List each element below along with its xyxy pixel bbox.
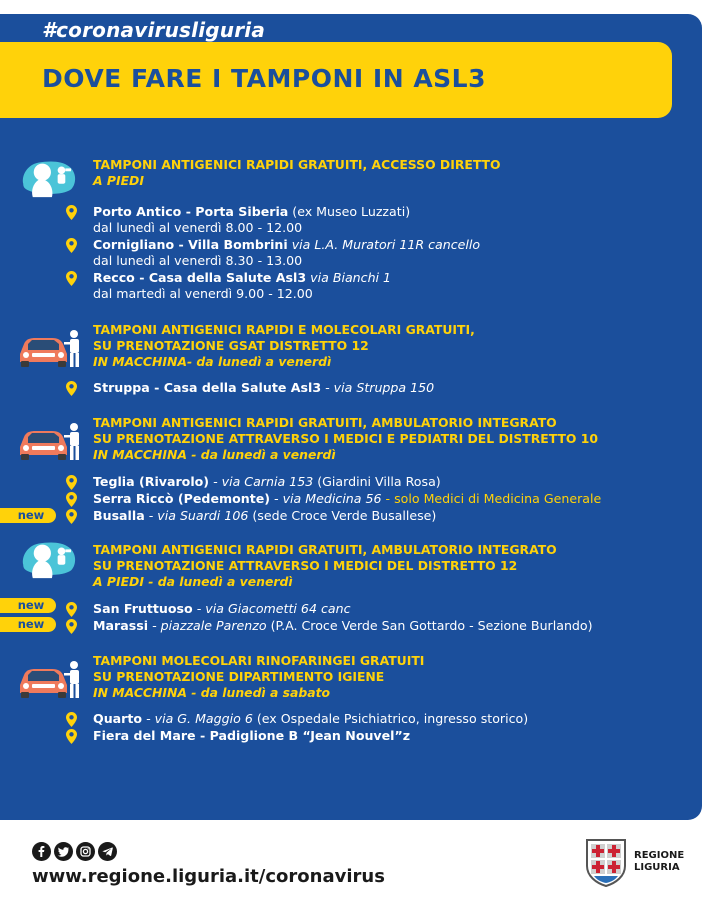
website-link[interactable]: www.regione.liguria.it/coronavirus — [32, 866, 385, 887]
section-heading: SU PRENOTAZIONE GSAT DISTRETTO 12 — [93, 338, 369, 353]
section-heading: TAMPONI MOLECOLARI RINOFARINGEI GRATUITI — [93, 653, 425, 668]
opening-hours: dal lunedì al venerdì 8.30 - 13.00 — [93, 253, 303, 268]
facebook-icon[interactable] — [32, 842, 51, 861]
location-pin-icon — [66, 238, 77, 253]
location-pin-icon — [66, 712, 77, 727]
section-heading: TAMPONI ANTIGENICI RAPIDI GRATUITI, AMBULATORIO INTEGRATO — [93, 542, 557, 557]
title-banner — [0, 42, 672, 118]
opening-hours: dal martedì al venerdì 9.00 - 12.00 — [93, 286, 313, 301]
place-address: via Struppa 150 — [333, 380, 435, 395]
location-pin-icon — [66, 475, 77, 490]
place-name: Porto Antico - Porta Siberia — [93, 204, 289, 219]
location-pin-icon — [66, 602, 77, 617]
twitter-icon[interactable] — [54, 842, 73, 861]
location-pin-icon — [66, 492, 77, 507]
section-heading: TAMPONI ANTIGENICI RAPIDI GRATUITI, ACCESSO DIRETTO — [93, 157, 501, 172]
place-address: via Medicina 56 — [282, 491, 382, 506]
section-heading: SU PRENOTAZIONE ATTRAVERSO I MEDICI DEL DISTRETTO 12 — [93, 558, 518, 573]
section-mode: IN MACCHINA - da lunedì a venerdì — [93, 447, 336, 462]
place-address: piazzale Parenzo — [160, 618, 267, 633]
new-badge: new — [0, 598, 56, 613]
separator: - — [321, 380, 334, 395]
car-drive-through-icon — [18, 419, 82, 463]
section-mode: IN MACCHINA- da lunedì a venerdì — [93, 354, 332, 369]
place-address: via Bianchi 1 — [306, 270, 392, 285]
section-heading: TAMPONI ANTIGENICI RAPIDI GRATUITI, AMBULATORIO INTEGRATO — [93, 415, 557, 430]
place-note: (Giardini Villa Rosa) — [313, 474, 441, 489]
place-note: (P.A. Croce Verde San Gottardo - Sezione Burlando) — [266, 618, 593, 633]
place-address: via Suardi 106 — [157, 508, 249, 523]
place-address: (ex Museo Luzzati) — [288, 204, 411, 219]
place-name: Serra Riccò (Pedemonte) — [93, 491, 271, 506]
section-heading: SU PRENOTAZIONE ATTRAVERSO I MEDICI E PEDIATRI DEL DISTRETTO 10 — [93, 431, 599, 446]
separator: - — [142, 711, 155, 726]
section-mode: A PIEDI — [93, 173, 144, 188]
place-note: (sede Croce Verde Busallese) — [248, 508, 437, 523]
new-badge: new — [0, 617, 56, 632]
telegram-icon[interactable] — [98, 842, 117, 861]
section-heading: TAMPONI ANTIGENICI RAPIDI E MOLECOLARI GRATUITI, — [93, 322, 475, 337]
social-links — [32, 842, 117, 862]
location-pin-icon — [66, 509, 77, 524]
location-pin-icon — [66, 271, 77, 286]
walking-person-icon — [18, 536, 82, 580]
instagram-icon[interactable] — [76, 842, 95, 861]
regione-liguria-coat-of-arms-icon — [584, 836, 628, 888]
place-name: Fiera del Mare - Padiglione B “Jean Nouvel”z — [93, 728, 411, 743]
location-pin-icon — [66, 205, 77, 220]
place-address: via Carnia 153 — [221, 474, 314, 489]
place-name: Recco - Casa della Salute Asl3 — [93, 270, 307, 285]
location-pin-icon — [66, 619, 77, 634]
separator: - — [270, 491, 283, 506]
regione-liguria-logo-text: REGIONE LIGURIA — [634, 850, 685, 873]
place-address: via G. Maggio 6 — [154, 711, 253, 726]
place-note: (ex Ospedale Psichiatrico, ingresso storico) — [252, 711, 529, 726]
separator: - — [144, 508, 158, 523]
walking-person-icon — [18, 155, 82, 199]
place-name: Teglia (Rivarolo) — [93, 474, 210, 489]
place-name: Struppa - Casa della Salute Asl3 — [93, 380, 322, 395]
separator: - — [192, 601, 206, 616]
section-mode: IN MACCHINA - da lunedì a sabato — [93, 685, 331, 700]
separator: - — [148, 618, 161, 633]
car-drive-through-icon — [18, 326, 82, 370]
page-title: DOVE FARE I TAMPONI IN ASL3 — [42, 64, 487, 93]
place-address: via L.A. Muratori 11R cancello — [287, 237, 481, 252]
separator: - — [209, 474, 222, 489]
place-name: Busalla — [93, 508, 145, 523]
car-drive-through-icon — [18, 657, 82, 701]
place-name: Marassi — [93, 618, 149, 633]
place-name: Quarto — [93, 711, 143, 726]
place-name: Cornigliano - Villa Bombrini — [93, 237, 288, 252]
new-badge: new — [0, 508, 56, 523]
section-mode: A PIEDI - da lunedì a venerdì — [93, 574, 293, 589]
place-restriction: - solo Medici di Medicina Generale — [381, 491, 602, 506]
opening-hours: dal lunedì al venerdì 8.00 - 12.00 — [93, 220, 303, 235]
location-pin-icon — [66, 381, 77, 396]
hashtag: #coronavirusliguria — [42, 18, 266, 42]
location-pin-icon — [66, 729, 77, 744]
section-heading: SU PRENOTAZIONE DIPARTIMENTO IGIENE — [93, 669, 385, 684]
place-address: via Giacometti 64 canc — [205, 601, 351, 616]
place-name: San Fruttuoso — [93, 601, 193, 616]
